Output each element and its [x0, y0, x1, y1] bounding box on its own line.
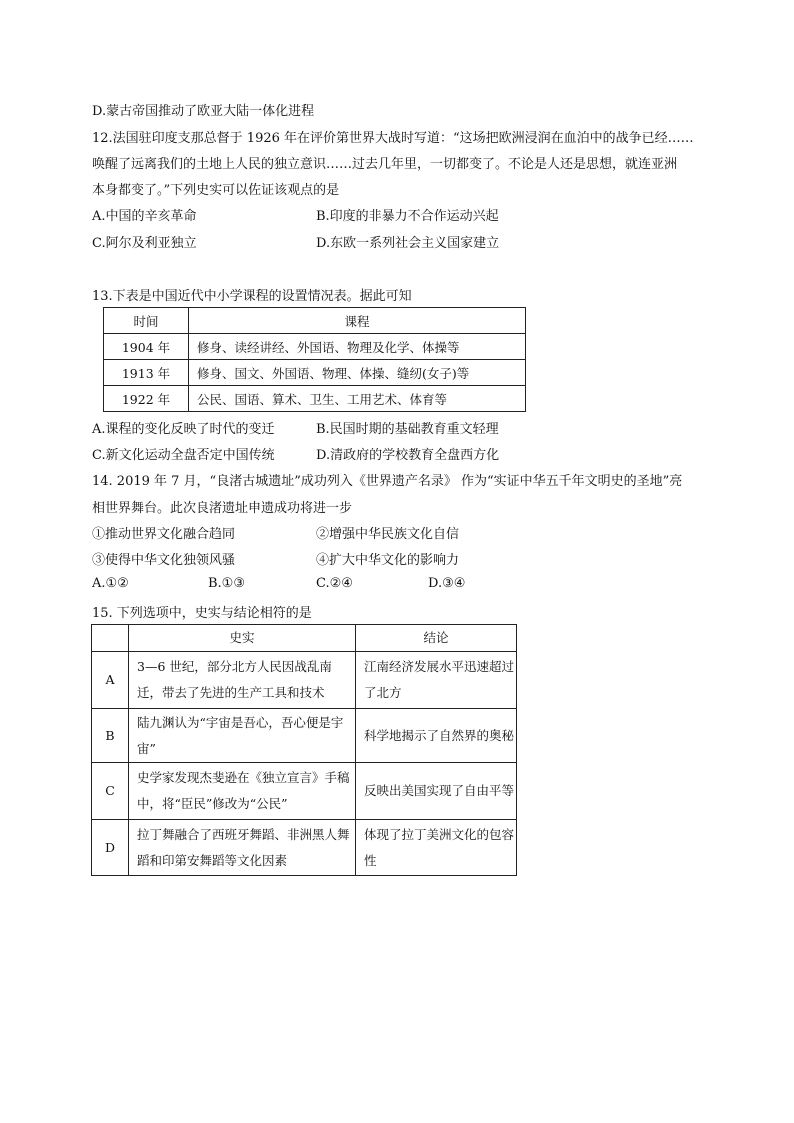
option-label: B — [92, 709, 129, 763]
q13-option-d: D.清政府的学校教育全盘西方化 — [316, 448, 500, 463]
table-header-row — [92, 625, 517, 652]
option-label: C — [92, 763, 129, 820]
fact-cell: 史学家发现杰斐逊在《独立宣言》手稿中，将“臣民”修改为“公民” — [129, 763, 356, 820]
table-row — [92, 709, 517, 763]
q15-stem: 15. 下列选项中，史实与结论相符的是 — [92, 606, 312, 621]
conclusion-cell: 科学地揭示了自然界的奥秘 — [356, 709, 517, 763]
conclusion-cell: 反映出美国实现了自由平等 — [356, 763, 517, 820]
conclusion-cell: 江南经济发展水平迅速超过了北方 — [356, 652, 517, 709]
table-row — [104, 334, 526, 360]
table-row — [92, 652, 517, 709]
q14-item-4: ④扩大中华文化的影响力 — [316, 553, 460, 568]
option-label: D — [92, 820, 129, 876]
conclusion-cell: 体现了拉丁美洲文化的包容性 — [356, 820, 517, 876]
header-blank — [92, 625, 129, 652]
header-fact: 史实 — [129, 625, 356, 652]
q14-option-a: A.①② — [92, 576, 129, 591]
q14-item-3: ③使得中华文化独领风骚 — [92, 553, 236, 568]
q11-option-d: D.蒙古帝国推动了欧亚大陆一体化进程 — [92, 104, 315, 119]
q13-course-table — [103, 307, 526, 412]
option-label: A — [92, 652, 129, 709]
year-cell: 1922 年 — [104, 386, 189, 412]
q14-item-2: ②增强中华民族文化自信 — [316, 527, 460, 542]
table-header-row — [104, 308, 526, 334]
q13-option-c: C.新文化运动全盘否定中国传统 — [92, 448, 275, 463]
year-cell: 1913 年 — [104, 360, 189, 386]
table-row — [92, 820, 517, 876]
header-time: 时间 — [104, 308, 189, 334]
fact-cell: 3—6 世纪，部分北方人民因战乱南迁，带去了先进的生产工具和技术 — [129, 652, 356, 709]
table-row — [104, 386, 526, 412]
header-course: 课程 — [189, 308, 526, 334]
q14-item-1: ①推动世界文化融合趋同 — [92, 527, 236, 542]
q12-option-a: A.中国的辛亥革命 — [92, 209, 197, 224]
course-cell: 修身、读经讲经、外国语、物理及化学、体操等 — [189, 334, 526, 360]
q14-stem-line2: 相世界舞台。此次良渚遗址申遗成功将进一步 — [92, 501, 353, 516]
q14-option-c: C.②④ — [316, 576, 353, 591]
table-row — [104, 360, 526, 386]
q12-stem-line2: 唤醒了远离我们的土地上人民的独立意识……过去几年里，一切都变了。不论是人还是思想，就连亚洲 — [92, 157, 678, 172]
course-cell: 公民、国语、算术、卫生、工用艺术、体育等 — [189, 386, 526, 412]
q12-stem-line3: 本身都变了。”下列史实可以佐证该观点的是 — [92, 183, 340, 198]
course-cell: 修身、国文、外国语、物理、体操、缝纫(女子)等 — [189, 360, 526, 386]
q14-stem-line1: 14. 2019 年 7 月，“良渚古城遗址”成功列入《世界遗产名录》 作为“实证中华五千年文明史的圣地”亮 — [92, 474, 683, 489]
fact-cell: 陆九渊认为“宇宙是吾心，吾心便是宇宙” — [129, 709, 356, 763]
q12-option-b: B.印度的非暴力不合作运动兴起 — [316, 209, 499, 224]
fact-cell: 拉丁舞融合了西班牙舞蹈、非洲黑人舞蹈和印第安舞蹈等文化因素 — [129, 820, 356, 876]
q14-option-d: D.③④ — [428, 576, 466, 591]
q13-option-a: A.课程的变化反映了时代的变迁 — [92, 422, 275, 437]
header-conclusion: 结论 — [356, 625, 517, 652]
q12-option-d: D.东欧一系列社会主义国家建立 — [316, 236, 500, 251]
q12-stem-line1: 12.法国驻印度支那总督于 1926 年在评价第世界大战时写道：“这场把欧洲浸润在血泊中的战争已经…… — [92, 131, 694, 146]
q15-fact-conclusion-table — [91, 624, 517, 876]
q12-option-c: C.阿尔及利亚独立 — [92, 236, 197, 251]
q14-option-b: B.①③ — [208, 576, 245, 591]
q13-option-b: B.民国时期的基础教育重文轻理 — [316, 422, 499, 437]
year-cell: 1904 年 — [104, 334, 189, 360]
q13-stem: 13.下表是中国近代中小学课程的设置情况表。据此可知 — [92, 289, 412, 304]
table-row — [92, 763, 517, 820]
